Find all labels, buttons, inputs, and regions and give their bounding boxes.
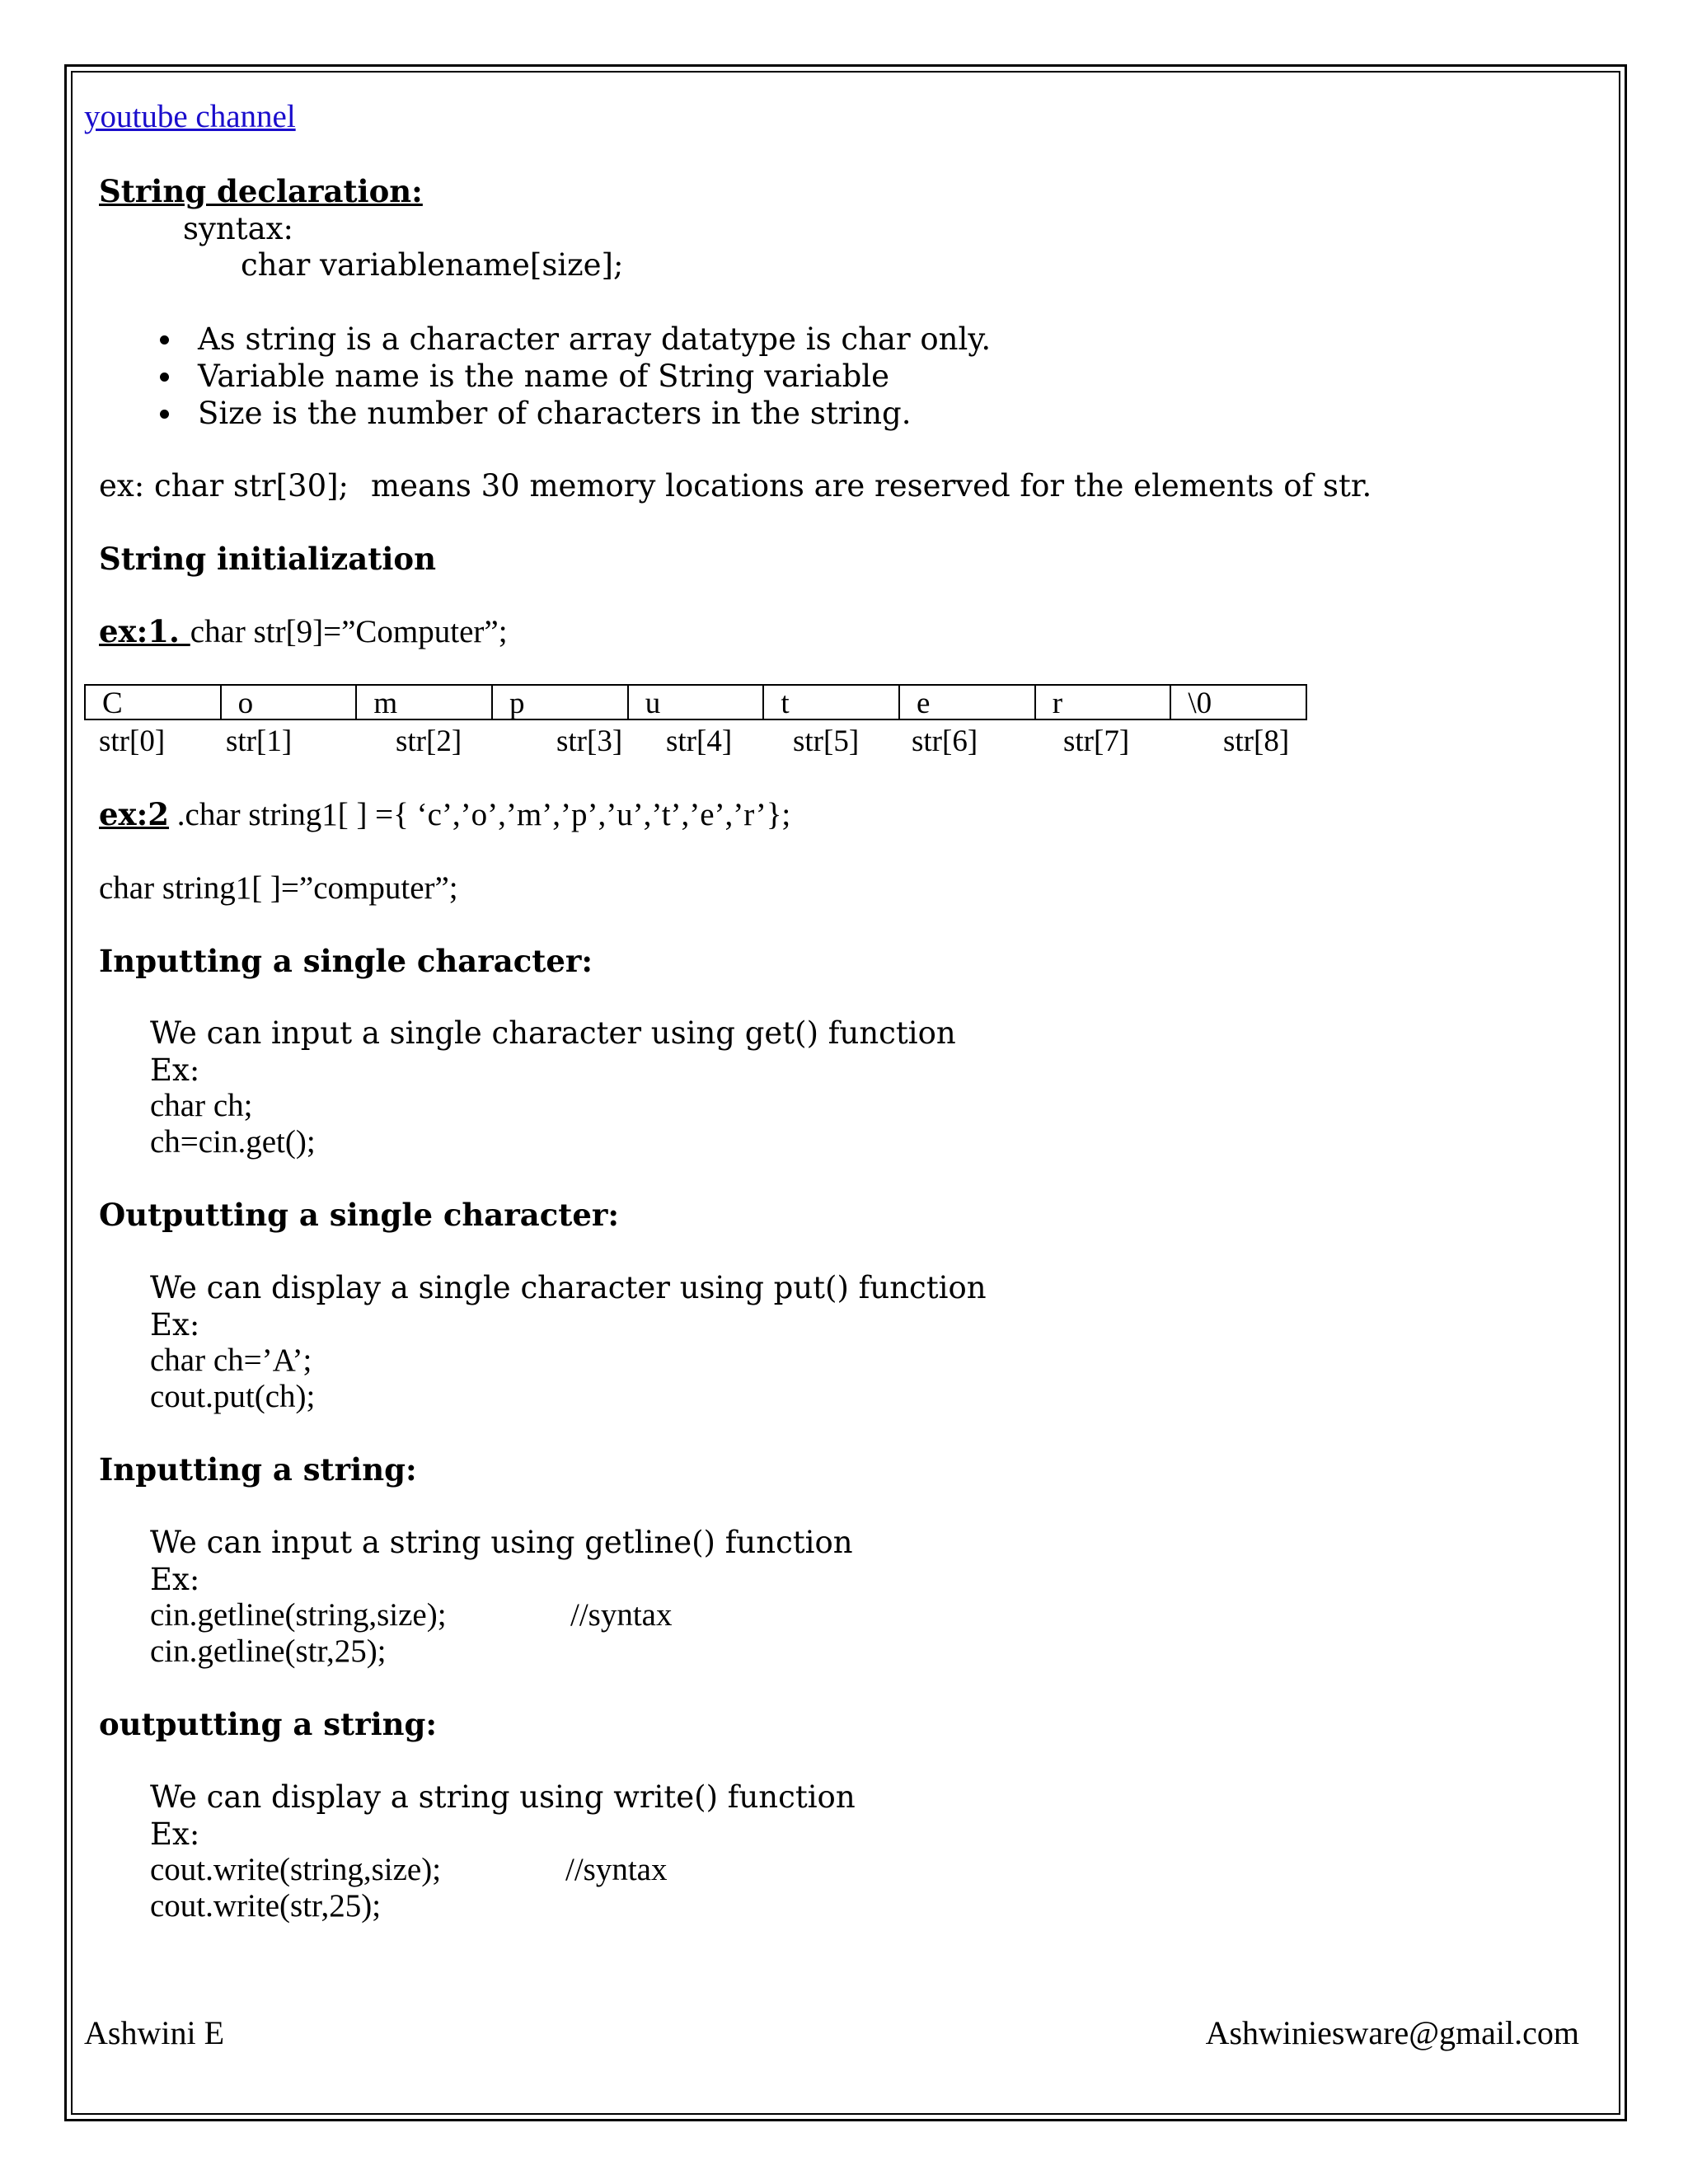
bullet-item-datatype: As string is a character array datatype is char only.: [198, 321, 992, 357]
out-char-line: Ex:: [150, 1307, 200, 1343]
bullet-icon: [160, 335, 169, 344]
bullet-icon: [160, 410, 169, 419]
in-str-comment: //syntax: [570, 1597, 673, 1633]
array-index-label: str[2]: [396, 724, 462, 758]
array-index-label: str[1]: [226, 724, 293, 758]
bullet-item-size: Size is the number of characters in the string.: [198, 396, 912, 431]
example-declaration-desc: means 30 memory locations are reserved for the elements of str.: [371, 468, 1372, 504]
example-2-code: .char string1[ ] ={ ‘c’,’o’,’m’,’p’,’u’,’t’,’e’,’r’};: [169, 797, 791, 832]
out-char-line: We can display a single character using put() function: [150, 1270, 987, 1305]
example-2-label: ex:2: [99, 796, 170, 832]
heading-inputting-single-character: Inputting a single character:: [99, 943, 593, 979]
in-str-line: cin.getline(string,size);: [150, 1597, 447, 1633]
array-index-label: str[0]: [99, 724, 166, 758]
out-str-line: We can display a string using write() function: [150, 1779, 856, 1815]
out-str-line: cout.write(str,25);: [150, 1888, 382, 1924]
array-cell: t: [764, 686, 900, 719]
char-array-diagram: [84, 684, 1307, 720]
in-str-line: Ex:: [150, 1562, 200, 1597]
in-char-line: We can input a single character using get() function: [150, 1015, 956, 1051]
array-cell: u: [629, 686, 765, 719]
bullet-icon: [160, 373, 169, 382]
array-index-label: str[7]: [1063, 724, 1130, 758]
heading-inputting-string: Inputting a string:: [99, 1451, 417, 1488]
example-declaration-code: ex: char str[30];: [99, 468, 349, 504]
out-str-comment: //syntax: [565, 1852, 668, 1887]
example-1-code: char str[9]=”Computer”;: [190, 614, 508, 649]
array-cell: m: [357, 686, 493, 719]
example-3-code: char string1[ ]=”computer”;: [99, 870, 458, 906]
array-cell: p: [493, 686, 629, 719]
array-index-label: str[6]: [912, 724, 978, 758]
syntax-label: syntax:: [183, 211, 293, 246]
in-char-line: Ex:: [150, 1052, 200, 1088]
out-str-line: Ex:: [150, 1816, 200, 1852]
in-char-line: char ch;: [150, 1088, 253, 1123]
array-cell: o: [222, 686, 358, 719]
array-cell: r: [1036, 686, 1172, 719]
array-cell: \0: [1188, 687, 1212, 720]
bullet-item-variable-name: Variable name is the name of String variable: [198, 359, 890, 394]
out-char-line: char ch=’A’;: [150, 1343, 312, 1378]
array-index-label: str[3]: [556, 724, 623, 758]
heading-string-declaration: String declaration:: [99, 173, 423, 209]
example-2: [99, 796, 790, 833]
heading-outputting-single-character: Outputting a single character:: [99, 1197, 620, 1233]
example-1-label: ex:1.: [99, 613, 190, 649]
array-cell: C: [86, 686, 222, 719]
footer-email: Ashwiniesware@gmail.com: [1205, 2014, 1579, 2051]
out-char-line: cout.put(ch);: [150, 1379, 316, 1414]
out-str-line: cout.write(string,size);: [150, 1852, 442, 1887]
in-char-line: ch=cin.get();: [150, 1124, 316, 1160]
in-str-line: cin.getline(str,25);: [150, 1633, 387, 1669]
in-str-line: We can input a string using getline() function: [150, 1525, 853, 1560]
array-index-label: str[8]: [1223, 724, 1290, 758]
youtube-channel-link[interactable]: youtube channel: [84, 99, 296, 134]
array-index-label: str[5]: [793, 724, 860, 758]
heading-outputting-string: outputting a string:: [99, 1706, 438, 1742]
array-cell: e: [900, 686, 1036, 719]
footer-author: Ashwini E: [84, 2014, 224, 2051]
syntax-code: char variablename[size];: [241, 247, 624, 283]
heading-string-initialization: String initialization: [99, 541, 436, 577]
example-1: [99, 613, 508, 650]
array-index-label: str[4]: [666, 724, 733, 758]
